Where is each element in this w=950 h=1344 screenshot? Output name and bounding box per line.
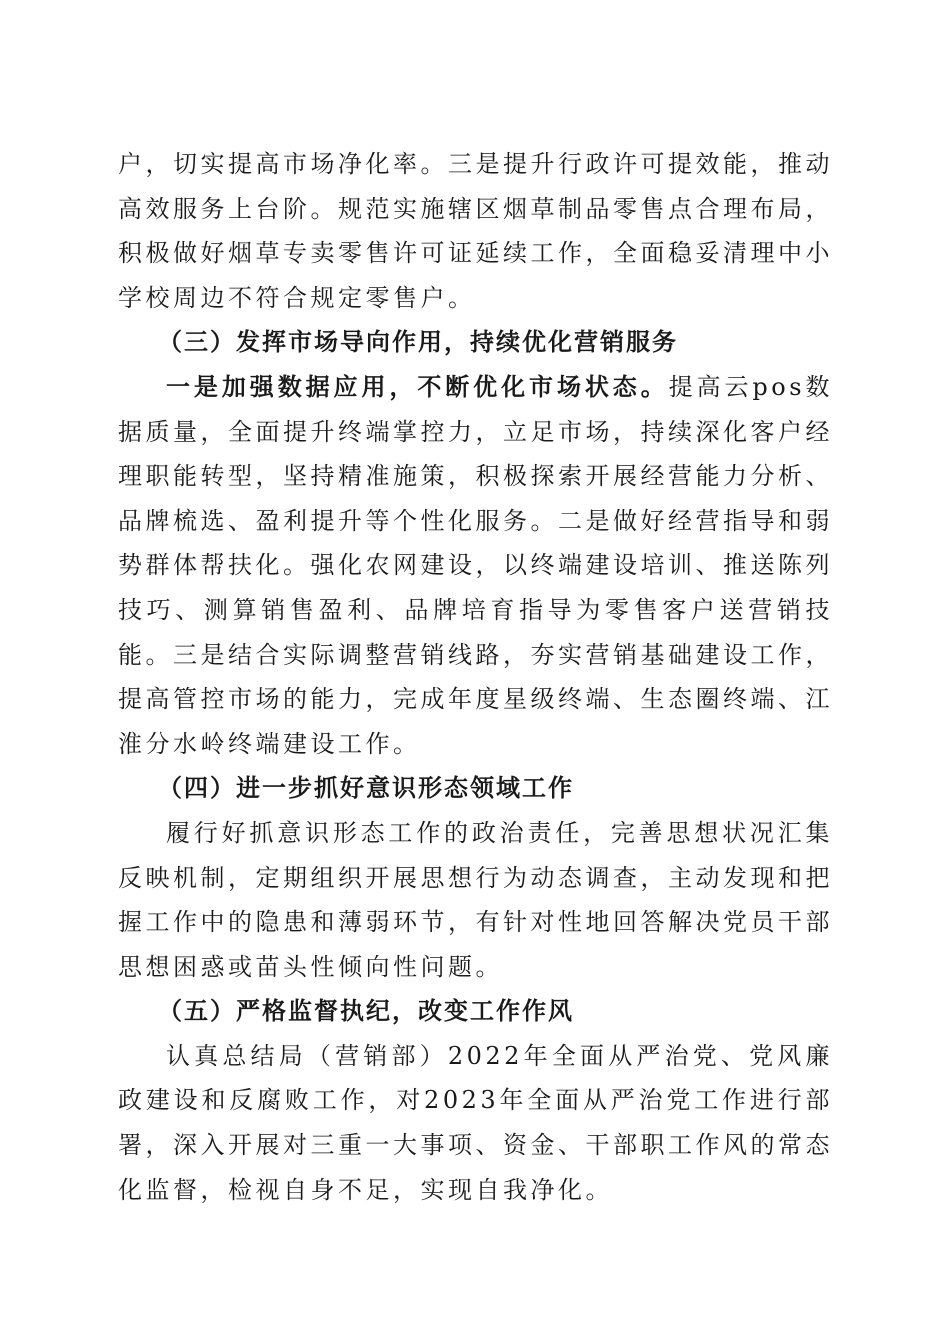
paragraph-lead-sentence: 一是加强数据应用，不断优化市场状态。	[166, 371, 669, 401]
paragraph-ideology-work: 履行好抓意识形态工作的政治责任，完善思想状况汇集反映机制，定期组织开展思想行为动态调查，主动发现和把握工作中的隐患和薄弱环节，有针对性地回答解决党员干部思想困惑或苗头性倾向性问题。	[118, 818, 833, 981]
section-heading-3: （三）发挥市场导向作用，持续优化营销服务	[158, 327, 678, 357]
paragraph-marketing-service	[118, 365, 833, 766]
paragraph-discipline-supervision: 认真总结局（营销部）2022年全面从严治党、党风廉政建设和反腐败工作，对2023年全面从严治党工作进行部署，深入开展对三重一大事项、资金、干部职工作风的常态化监督，检视自身不足，实现自我净化。	[118, 1041, 833, 1204]
paragraph-body: 提高云pos数据质量，全面提升终端掌控力，立足市场，持续深化客户经理职能转型，坚持精准施策，积极探索开展经营能力分析、品牌梳选、盈利提升等个性化服务。二是做好经营指导和弱势群体帮扶化。强化农网建设，以终端建设培训、推送陈列技巧、测算销售盈利、品牌培育指导为零售客户送营销技能。三是结合实际调整营销线路，夯实营销基础建设工作，提高管控市场的能力，完成年度星级终端、生态圈终端、江淮分水岭终端建设工作。	[118, 372, 833, 758]
section-heading-4: （四）进一步抓好意识形态领域工作	[158, 773, 574, 803]
paragraph-market-purification: 户，切实提高市场净化率。三是提升行政许可提效能，推动高效服务上台阶。规范实施辖区烟草制品零售点合理布局，积极做好烟草专卖零售许可证延续工作，全面稳妥清理中小学校周边不符合规定零售户。	[118, 150, 833, 312]
document-page	[118, 142, 833, 1212]
section-heading-5: （五）严格监督执纪，改变工作作风	[158, 996, 574, 1026]
